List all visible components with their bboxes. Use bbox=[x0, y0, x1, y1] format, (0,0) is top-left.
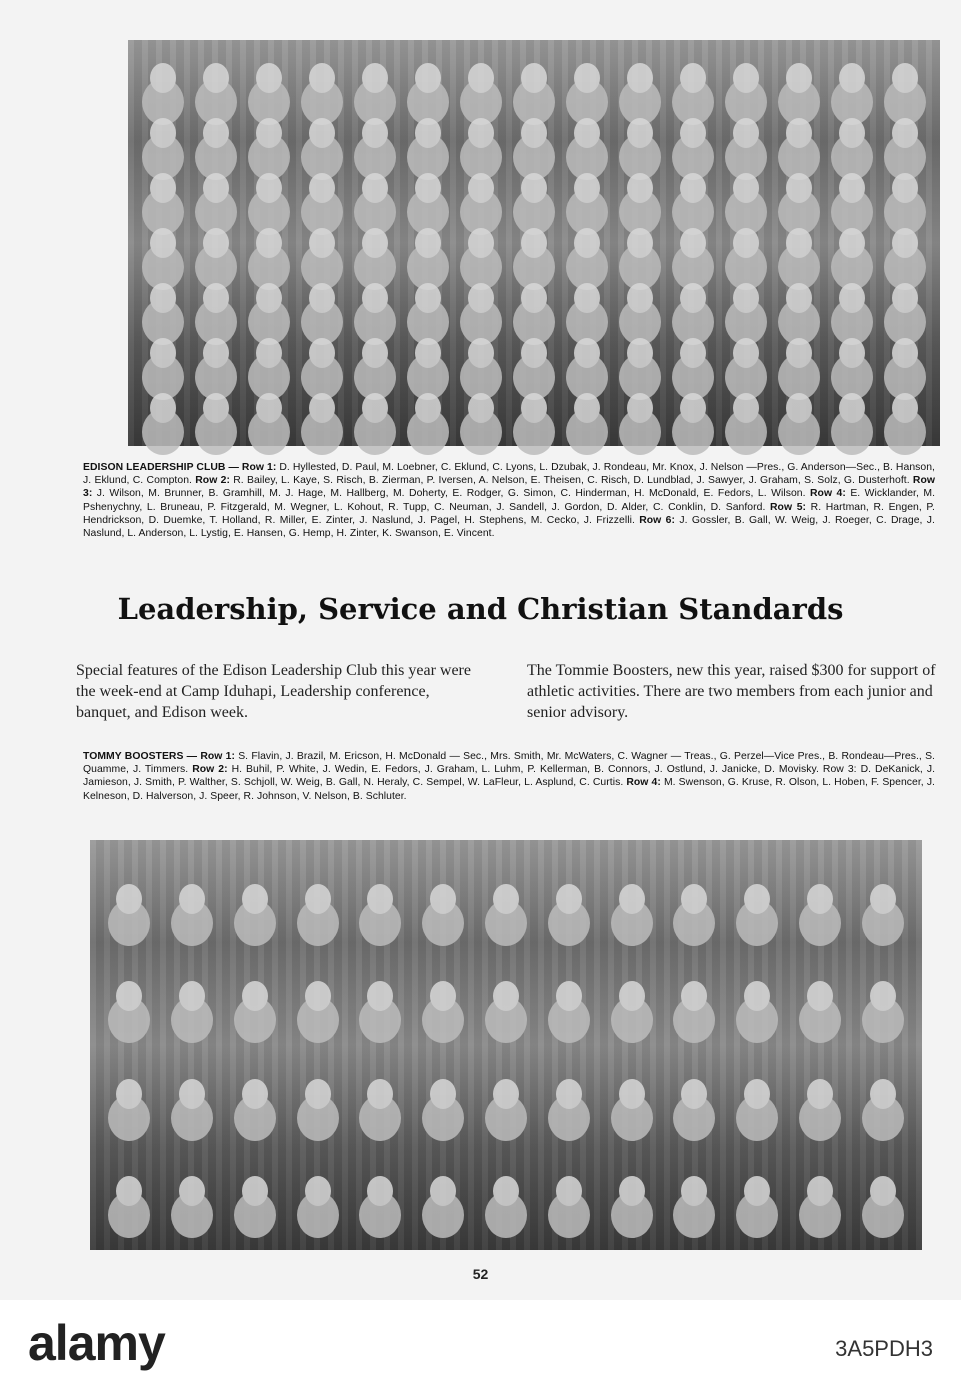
person-figure bbox=[367, 884, 393, 914]
person-figure bbox=[203, 228, 229, 258]
person-figure bbox=[733, 173, 759, 203]
person-figure bbox=[619, 884, 645, 914]
person-figure bbox=[179, 884, 205, 914]
person-figure bbox=[892, 173, 918, 203]
person-figure bbox=[627, 118, 653, 148]
person-figure bbox=[468, 228, 494, 258]
person-figure bbox=[556, 884, 582, 914]
person-figure bbox=[116, 1176, 142, 1206]
person-figure bbox=[305, 1079, 331, 1109]
person-figure bbox=[574, 63, 600, 93]
person-figure bbox=[786, 283, 812, 313]
person-figure bbox=[305, 981, 331, 1011]
person-figure bbox=[150, 393, 176, 423]
person-figure bbox=[362, 228, 388, 258]
person-figure bbox=[179, 1176, 205, 1206]
person-figure bbox=[680, 338, 706, 368]
person-figure bbox=[415, 118, 441, 148]
person-figure bbox=[681, 1079, 707, 1109]
person-figure bbox=[430, 1176, 456, 1206]
person-figure bbox=[415, 283, 441, 313]
person-figure bbox=[309, 338, 335, 368]
caption-label: Row 2: bbox=[195, 475, 234, 487]
person-figure bbox=[203, 118, 229, 148]
person-figure bbox=[839, 118, 865, 148]
person-figure bbox=[680, 283, 706, 313]
person-figure bbox=[733, 118, 759, 148]
person-figure bbox=[574, 118, 600, 148]
caption-names: S. Flavin, J. Brazil, M. Ericson, H. McDonald — Sec., Mrs. Smith, Mr. McWaters, C. Wagner — Treas., G. Perzel—Vice Pres., B. Rondeau—Pres., S. Quamme, J. Timmers. bbox=[83, 751, 935, 776]
person-figure bbox=[367, 981, 393, 1011]
page-number: 52 bbox=[472, 1266, 489, 1282]
person-figure bbox=[681, 884, 707, 914]
person-figure bbox=[786, 63, 812, 93]
person-figure bbox=[574, 173, 600, 203]
person-figure bbox=[786, 173, 812, 203]
person-figure bbox=[627, 63, 653, 93]
caption-label: Row 6: bbox=[639, 514, 680, 526]
person-figure bbox=[839, 173, 865, 203]
caption-label: Row 4: bbox=[810, 488, 851, 500]
person-figure bbox=[493, 1079, 519, 1109]
person-figure bbox=[362, 393, 388, 423]
person-figure bbox=[744, 884, 770, 914]
person-figure bbox=[150, 173, 176, 203]
caption-names: D. Hyllested, D. Paul, M. Loebner, C. Eklund, C. Lyons, L. Dzubak, J. Rondeau, Mr. Knox, J. Nelson —Pres., G. Anderson—Sec., B. Hanson, J. Eklund, C. Compton. bbox=[83, 462, 935, 487]
person-figure bbox=[309, 63, 335, 93]
person-figure bbox=[892, 63, 918, 93]
person-figure bbox=[468, 393, 494, 423]
caption-label: Row 2: bbox=[192, 764, 232, 776]
caption-label: TOMMY BOOSTERS — Row 1: bbox=[83, 751, 239, 762]
person-figure bbox=[627, 173, 653, 203]
person-figure bbox=[521, 283, 547, 313]
person-figure bbox=[807, 1079, 833, 1109]
person-figure bbox=[839, 63, 865, 93]
watermark-footer bbox=[0, 1300, 961, 1390]
caption-label: Row 3: bbox=[83, 475, 936, 500]
person-figure bbox=[468, 118, 494, 148]
caption-label: EDISON LEADERSHIP CLUB — Row 1: bbox=[83, 462, 280, 473]
edison-leadership-club-group-photo bbox=[128, 40, 940, 446]
caption-names: M. Swenson, G. Kruse, R. Olson, L. Hoben, F. Spencer, J. Kelneson, D. Halverson, J. Speer, R. Johnson, V. Nelson, B. Schluter. bbox=[83, 777, 935, 802]
person-figure bbox=[362, 338, 388, 368]
person-figure bbox=[807, 1176, 833, 1206]
person-figure bbox=[892, 228, 918, 258]
person-figure bbox=[430, 884, 456, 914]
alamy-logo: alamy bbox=[28, 1315, 165, 1371]
page-title: Leadership, Service and Christian Standards bbox=[117, 592, 844, 626]
person-figure bbox=[415, 338, 441, 368]
edison-club-description: Special features of the Edison Leadership Club this year were the week-end at Camp Iduhapi, Leadership conference, banquet, and Edison week. bbox=[76, 662, 471, 721]
person-figure bbox=[256, 283, 282, 313]
person-figure bbox=[619, 1176, 645, 1206]
person-figure bbox=[305, 884, 331, 914]
person-figure bbox=[839, 283, 865, 313]
person-figure bbox=[305, 1176, 331, 1206]
person-figure bbox=[468, 63, 494, 93]
person-figure bbox=[619, 1079, 645, 1109]
person-figure bbox=[733, 228, 759, 258]
person-figure bbox=[839, 228, 865, 258]
caption-label: Row 4: bbox=[626, 777, 664, 789]
person-figure bbox=[150, 338, 176, 368]
person-figure bbox=[468, 173, 494, 203]
person-figure bbox=[556, 1079, 582, 1109]
person-figure bbox=[556, 981, 582, 1011]
person-figure bbox=[309, 118, 335, 148]
person-figure bbox=[309, 173, 335, 203]
person-figure bbox=[367, 1176, 393, 1206]
person-figure bbox=[892, 118, 918, 148]
person-figure bbox=[309, 393, 335, 423]
person-figure bbox=[430, 1079, 456, 1109]
person-figure bbox=[430, 981, 456, 1011]
person-figure bbox=[242, 1176, 268, 1206]
person-figure bbox=[574, 338, 600, 368]
person-figure bbox=[367, 1079, 393, 1109]
person-figure bbox=[493, 1176, 519, 1206]
person-figure bbox=[150, 118, 176, 148]
person-figure bbox=[556, 1176, 582, 1206]
person-figure bbox=[468, 338, 494, 368]
person-figure bbox=[733, 393, 759, 423]
caption-names: J. Gossler, B. Gall, W. Weig, J. Roeger, C. Drage, J. Naslund, L. Anderson, L. Lystig, E. Hansen, G. Hemp, H. Zinter, K. Swanson, E. Vincent. bbox=[83, 514, 935, 540]
caption-names: H. Buhil, P. White, J. Wedin, E. Fedors, J. Graham, L. Luhm, P. Kellerman, B. Connors, J. Ostlund, J. Janicke, D. Movisky. Row 3: D. DeKanick, J. Jamieson, J. Smith, P. Walther, S. Schjoll, W. Weig, B. Gall, N. Heraly, C. Sempel, W. LaFleur, L. Asplund, C. Curtis. bbox=[83, 764, 936, 789]
person-figure bbox=[574, 283, 600, 313]
person-figure bbox=[681, 981, 707, 1011]
caption-label: Row 5: bbox=[770, 501, 811, 513]
person-figure bbox=[521, 393, 547, 423]
person-figure bbox=[574, 393, 600, 423]
person-figure bbox=[680, 173, 706, 203]
person-figure bbox=[744, 981, 770, 1011]
person-figure bbox=[680, 393, 706, 423]
person-figure bbox=[362, 283, 388, 313]
person-figure bbox=[680, 118, 706, 148]
person-figure bbox=[627, 393, 653, 423]
person-figure bbox=[892, 393, 918, 423]
person-figure bbox=[256, 228, 282, 258]
person-figure bbox=[242, 981, 268, 1011]
person-figure bbox=[116, 884, 142, 914]
person-figure bbox=[256, 338, 282, 368]
person-figure bbox=[680, 63, 706, 93]
caption-names: J. Wilson, M. Brunner, B. Gramhill, M. J. Hage, M. Hallberg, M. Doherty, E. Rodger, G. Simon, C. Hinderman, H. McDonald, E. Fedors, L. Wilson. bbox=[96, 488, 810, 500]
person-figure bbox=[892, 338, 918, 368]
person-figure bbox=[256, 393, 282, 423]
person-figure bbox=[203, 283, 229, 313]
person-figure bbox=[870, 1079, 896, 1109]
person-figure bbox=[179, 1079, 205, 1109]
person-figure bbox=[203, 393, 229, 423]
person-figure bbox=[256, 118, 282, 148]
person-figure bbox=[807, 884, 833, 914]
person-figure bbox=[680, 228, 706, 258]
caption-names: R. Bailey, L. Kaye, S. Risch, B. Zierman, P. Iversen, A. Nelson, E. Theisen, C. Risch, D. Lundblad, J. Sawyer, J. Graham, S. Solz, G. Dusterhoft. bbox=[233, 475, 913, 487]
person-figure bbox=[493, 884, 519, 914]
person-figure bbox=[733, 283, 759, 313]
person-figure bbox=[839, 393, 865, 423]
caption-names: E. Wicklander, M. Pshenychny, L. Bruneau, P. Fitzgerald, M. Wegner, L. Kohout, R. Tupp, C. Neuman, J. Sandell, J. Gordon, D. Alder, C. Conklin, D. Sanford. bbox=[83, 488, 936, 513]
person-figure bbox=[521, 228, 547, 258]
person-figure bbox=[362, 173, 388, 203]
person-figure bbox=[203, 338, 229, 368]
person-figure bbox=[627, 228, 653, 258]
person-figure bbox=[150, 283, 176, 313]
person-figure bbox=[150, 228, 176, 258]
person-figure bbox=[786, 118, 812, 148]
person-figure bbox=[839, 338, 865, 368]
person-figure bbox=[256, 63, 282, 93]
person-figure bbox=[468, 283, 494, 313]
person-figure bbox=[521, 118, 547, 148]
person-figure bbox=[309, 228, 335, 258]
person-figure bbox=[415, 173, 441, 203]
person-figure bbox=[362, 63, 388, 93]
person-figure bbox=[892, 283, 918, 313]
person-figure bbox=[309, 283, 335, 313]
person-figure bbox=[415, 63, 441, 93]
person-figure bbox=[116, 981, 142, 1011]
person-figure bbox=[521, 173, 547, 203]
person-figure bbox=[521, 338, 547, 368]
tommy-boosters-group-photo bbox=[90, 840, 922, 1250]
person-figure bbox=[619, 981, 645, 1011]
person-figure bbox=[574, 228, 600, 258]
person-figure bbox=[733, 63, 759, 93]
person-figure bbox=[786, 393, 812, 423]
person-figure bbox=[493, 981, 519, 1011]
person-figure bbox=[415, 228, 441, 258]
person-figure bbox=[242, 1079, 268, 1109]
person-figure bbox=[150, 63, 176, 93]
edison-leadership-club-caption bbox=[83, 461, 935, 540]
person-figure bbox=[681, 1176, 707, 1206]
person-figure bbox=[116, 1079, 142, 1109]
person-figure bbox=[744, 1079, 770, 1109]
person-figure bbox=[870, 981, 896, 1011]
person-figure bbox=[242, 884, 268, 914]
person-figure bbox=[627, 283, 653, 313]
person-figure bbox=[786, 228, 812, 258]
person-figure bbox=[733, 338, 759, 368]
person-figure bbox=[627, 338, 653, 368]
person-figure bbox=[870, 1176, 896, 1206]
tommy-boosters-caption bbox=[83, 750, 935, 803]
person-figure bbox=[362, 118, 388, 148]
caption-names: R. Hartman, R. Engen, P. Hendrickson, D. Duemke, T. Holland, R. Miller, E. Zinter, J. Naslund, J. Pagel, H. Stephens, M. Cecko, J. Frizzelli. bbox=[83, 501, 935, 526]
person-figure bbox=[870, 884, 896, 914]
image-id: 3A5PDH3 bbox=[835, 1336, 933, 1361]
tommy-boosters-description: The Tommie Boosters, new this year, raised $300 for support of athletic activities. There are two members from each junior and senior advisory. bbox=[527, 662, 936, 721]
person-figure bbox=[203, 63, 229, 93]
person-figure bbox=[786, 338, 812, 368]
person-figure bbox=[807, 981, 833, 1011]
person-figure bbox=[256, 173, 282, 203]
person-figure bbox=[744, 1176, 770, 1206]
person-figure bbox=[179, 981, 205, 1011]
person-figure bbox=[415, 393, 441, 423]
person-figure bbox=[521, 63, 547, 93]
person-figure bbox=[203, 173, 229, 203]
